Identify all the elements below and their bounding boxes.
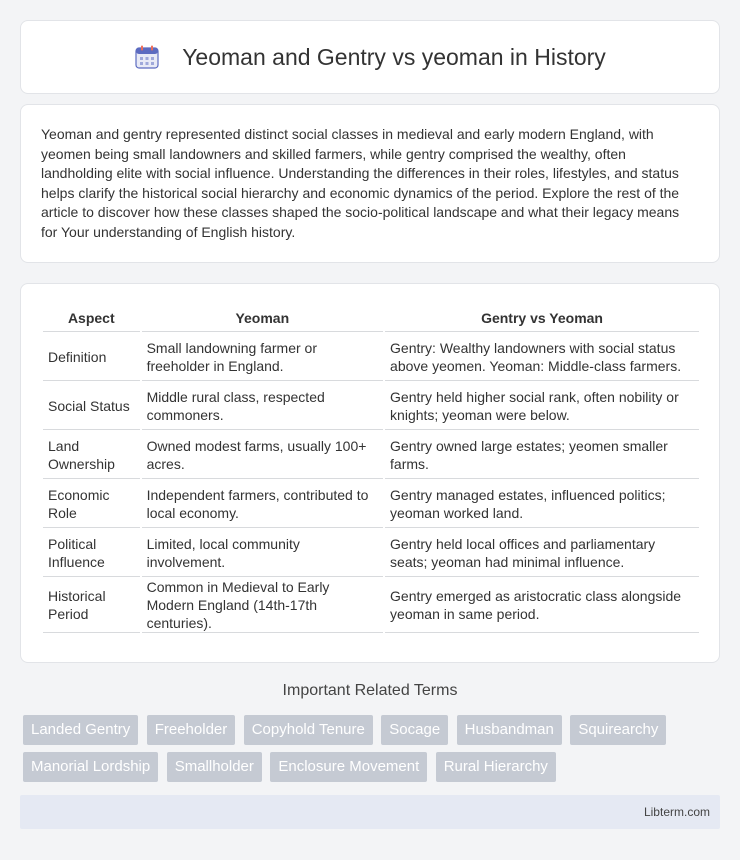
tag-enclosure-movement[interactable]: Enclosure Movement bbox=[270, 752, 427, 782]
row-aspect: Land Ownership bbox=[43, 431, 140, 479]
row-gentry: Gentry held higher social rank, often nobility or knights; yeoman were below. bbox=[385, 382, 699, 430]
tag-socage[interactable]: Socage bbox=[381, 715, 448, 745]
row-gentry: Gentry managed estates, influenced politics; yeoman worked land. bbox=[385, 480, 699, 528]
table-row bbox=[43, 431, 699, 479]
row-gentry: Gentry emerged as aristocratic class alongside yeoman in same period. bbox=[385, 578, 699, 633]
footer-site-link[interactable]: Libterm.com bbox=[643, 805, 710, 819]
page-title: Yeoman and Gentry vs yeoman in History bbox=[182, 43, 606, 70]
row-aspect: Definition bbox=[43, 333, 140, 381]
header-yeoman: Yeoman bbox=[142, 305, 383, 332]
row-aspect: Economic Role bbox=[43, 480, 140, 528]
header-aspect: Aspect bbox=[43, 305, 140, 332]
footer bbox=[20, 795, 720, 829]
table-row bbox=[43, 382, 699, 430]
tag-squirearchy[interactable]: Squirearchy bbox=[570, 715, 666, 745]
row-yeoman: Middle rural class, respected commoners. bbox=[142, 382, 383, 430]
table-row bbox=[43, 578, 699, 633]
header-gentry-vs-yeoman: Gentry vs Yeoman bbox=[385, 305, 699, 332]
intro-card bbox=[20, 104, 720, 263]
tag-rural-hierarchy[interactable]: Rural Hierarchy bbox=[436, 752, 556, 782]
row-aspect: Political Influence bbox=[43, 529, 140, 577]
comparison-table bbox=[41, 304, 701, 634]
related-terms-list bbox=[23, 715, 723, 789]
tag-manorial-lordship[interactable]: Manorial Lordship bbox=[23, 752, 158, 782]
tag-landed-gentry[interactable]: Landed Gentry bbox=[23, 715, 138, 745]
intro-paragraph: Yeoman and gentry represented distinct social classes in medieval and early modern England, with yeomen being small landowners and skilled farmers, while gentry comprised the wealthy, often landholding elite with social influence. Understanding the differences in their roles, lifestyles, and status helps clarify the historical social hierarchy and economic dynamics of the period. Explore the rest of the article to discover how these classes shaped the socio-political landscape and what their legacy means for Your understanding of English history. bbox=[41, 126, 680, 240]
calendar-icon bbox=[134, 44, 160, 70]
row-aspect: Historical Period bbox=[43, 578, 140, 633]
row-yeoman: Independent farmers, contributed to local economy. bbox=[142, 480, 383, 528]
row-yeoman: Limited, local community involvement. bbox=[142, 529, 383, 577]
tag-freeholder[interactable]: Freeholder bbox=[147, 715, 236, 745]
related-terms-title: Important Related Terms bbox=[282, 682, 458, 699]
tag-copyhold-tenure[interactable]: Copyhold Tenure bbox=[244, 715, 373, 745]
table-header-row bbox=[43, 305, 699, 332]
row-gentry: Gentry held local offices and parliamentary seats; yeoman had minimal influence. bbox=[385, 529, 699, 577]
row-aspect: Social Status bbox=[43, 382, 140, 430]
table-row bbox=[43, 529, 699, 577]
tag-smallholder[interactable]: Smallholder bbox=[167, 752, 262, 782]
tag-husbandman[interactable]: Husbandman bbox=[457, 715, 562, 745]
table-row bbox=[43, 480, 699, 528]
row-yeoman: Owned modest farms, usually 100+ acres. bbox=[142, 431, 383, 479]
row-gentry: Gentry: Wealthy landowners with social status above yeomen. Yeoman: Middle-class farmers. bbox=[385, 333, 699, 381]
row-gentry: Gentry owned large estates; yeomen smaller farms. bbox=[385, 431, 699, 479]
row-yeoman: Common in Medieval to Early Modern England (14th-17th centuries). bbox=[142, 578, 383, 633]
row-yeoman: Small landowning farmer or freeholder in England. bbox=[142, 333, 383, 381]
header-card bbox=[20, 20, 720, 94]
comparison-table-card bbox=[20, 283, 720, 663]
table-row bbox=[43, 333, 699, 381]
